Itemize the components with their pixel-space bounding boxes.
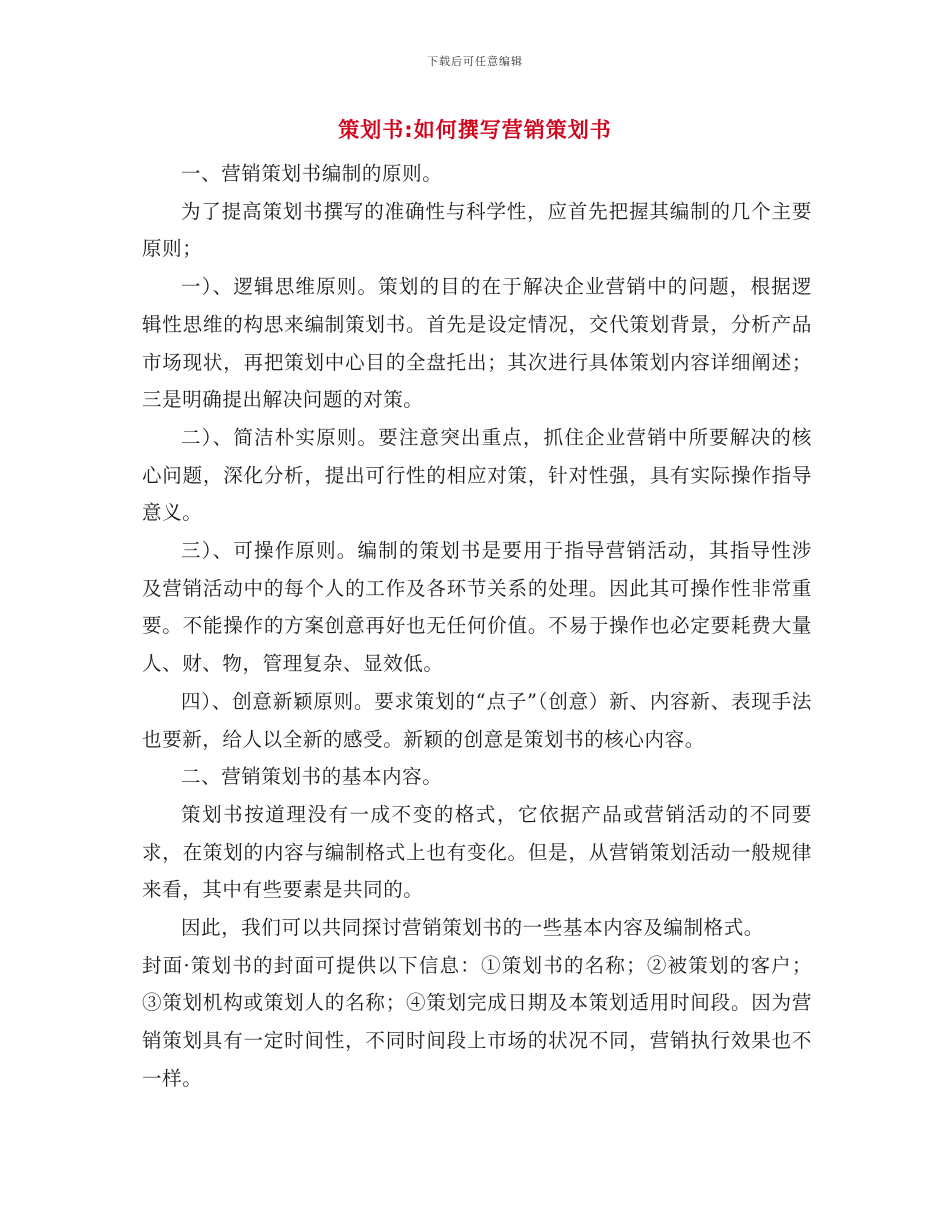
paragraph-cover: 封面·策划书的封面可提供以下信息：①策划书的名称；②被策划的客户；③策划机构或策划人的名称；④策划完成日期及本策划适用时间段。因为营销策划具有一定时间性，不同时间段上市场的状况不同，营销执行效果也不一样。 — [142, 953, 812, 1090]
section-heading-content: 二、营销策划书的基本内容。 — [181, 765, 443, 789]
document-body — [142, 155, 812, 1098]
paragraph-creativity-principle: 四）、创意新颖原则。要求策划的“点子”（创意）新、内容新、表现手法也要新，给人以全新的感受。新颖的创意是策划书的核心内容。 — [142, 689, 812, 751]
paragraph-logic-principle: 一）、逻辑思维原则。策划的目的在于解决企业营销中的问题，根据逻辑性思维的构思来编制策划书。首先是设定情况，交代策划背景，分析产品市场现状，再把策划中心目的全盘托出；其次进行具体策划内容详细阐述；三是明确提出解决问题的对策。 — [142, 275, 812, 412]
document-title: 策划书:如何撰写营销策划书 — [338, 118, 612, 142]
section-heading-principles: 一、营销策划书编制的原则。 — [181, 162, 443, 185]
paragraph-operability-principle: 三）、可操作原则。编制的策划书是要用于指导营销活动，其指导性涉及营销活动中的每个人的工作及各环节关系的处理。因此其可操作性非常重要。不能操作的方案创意再好也无任何价值。不易于操作也必定要耗费大量人、财、物，管理复杂、显效低。 — [142, 539, 812, 676]
paragraph-intro: 为了提高策划书撰写的准确性与科学性，应首先把握其编制的几个主要原则； — [142, 199, 812, 261]
paragraph-simplicity-principle: 二）、简洁朴实原则。要注意突出重点，抓住企业营销中所要解决的核心问题，深化分析，提出可行性的相应对策，针对性强，具有实际操作指导意义。 — [142, 425, 812, 525]
page-header-note: 下载后可任意编辑 — [427, 55, 523, 68]
paragraph-discussion: 因此，我们可以共同探讨营销策划书的一些基本内容及编制格式。 — [181, 916, 764, 940]
paragraph-format: 策划书按道理没有一成不变的格式，它依据产品或营销活动的不同要求，在策划的内容与编制格式上也有变化。但是，从营销策划活动一般规律来看，其中有些要素是共同的。 — [142, 802, 812, 902]
